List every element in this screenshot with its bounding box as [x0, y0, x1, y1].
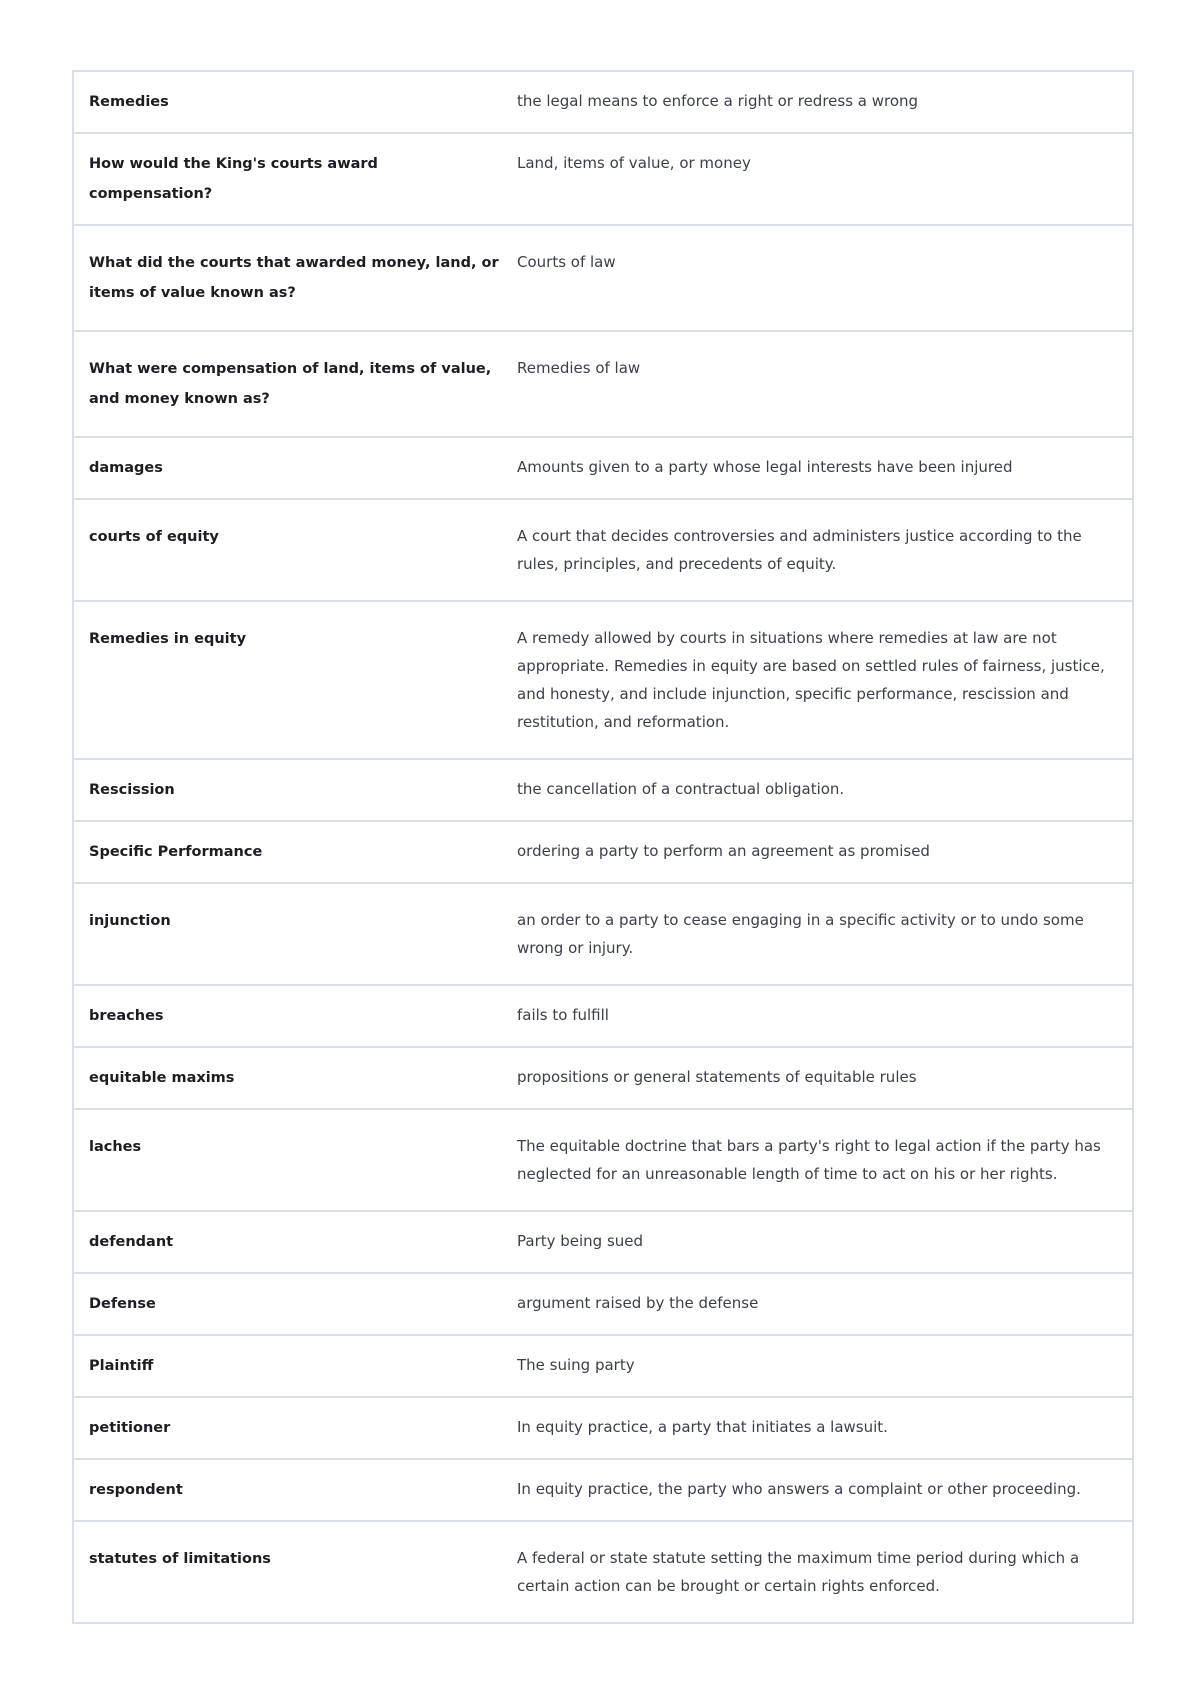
term-cell: breaches [89, 1008, 164, 1024]
table-row [74, 1460, 1132, 1522]
term-cell: statutes of limitations [89, 1551, 271, 1567]
definition-cell: A federal or state statute setting the maximum time period during which a certain action can be brought or certain rights enforced. [517, 1549, 1080, 1595]
term-cell: What did the courts that awarded money, land, or items of value known as? [89, 255, 499, 301]
term-cell: defendant [89, 1234, 174, 1250]
term-cell: damages [89, 460, 163, 476]
term-cell: Remedies [89, 94, 169, 110]
definition-cell: Remedies of law [517, 359, 641, 377]
definition-cell: Amounts given to a party whose legal interests have been injured [517, 458, 1013, 476]
term-cell: petitioner [89, 1420, 171, 1436]
table-row [74, 500, 1132, 602]
definition-cell: argument raised by the defense [517, 1294, 759, 1312]
definition-cell: Land, items of value, or money [517, 154, 751, 172]
definition-cell: The equitable doctrine that bars a party's right to legal action if the party has neglected for an unreasonable length of time to act on his or her rights. [517, 1137, 1101, 1183]
definition-cell: The suing party [517, 1356, 635, 1374]
definition-cell: In equity practice, the party who answers a complaint or other proceeding. [517, 1480, 1081, 1498]
table-row [74, 332, 1132, 438]
definition-cell: the cancellation of a contractual obligation. [517, 780, 845, 798]
definition-cell: the legal means to enforce a right or redress a wrong [517, 92, 919, 110]
definition-cell: ordering a party to perform an agreement as promised [517, 842, 930, 860]
table-row [74, 1522, 1132, 1624]
definition-cell: A remedy allowed by courts in situations where remedies at law are not appropriate. Remedies in equity are based on settled rules of fairness, justice, and honesty, and include injunction, specific performance, rescission and restitution, and reformation. [517, 629, 1105, 731]
table-row [74, 1110, 1132, 1212]
table-row [74, 1398, 1132, 1460]
term-cell: laches [89, 1139, 142, 1155]
table-row [74, 438, 1132, 500]
definition-cell: fails to fulfill [517, 1006, 609, 1024]
term-cell: Rescission [89, 782, 175, 798]
definition-cell: Party being sued [517, 1232, 644, 1250]
term-cell: injunction [89, 913, 171, 929]
flashcard-table [72, 70, 1134, 1624]
table-row [74, 1336, 1132, 1398]
term-cell: equitable maxims [89, 1070, 235, 1086]
definition-cell: propositions or general statements of equitable rules [517, 1068, 917, 1086]
term-cell: Specific Performance [89, 844, 263, 860]
term-cell: What were compensation of land, items of value, and money known as? [89, 361, 492, 407]
table-row [74, 134, 1132, 226]
table-row [74, 1212, 1132, 1274]
table-row [74, 986, 1132, 1048]
table-row [74, 72, 1132, 134]
definition-cell: an order to a party to cease engaging in a specific activity or to undo some wrong or injury. [517, 911, 1084, 957]
table-row [74, 1048, 1132, 1110]
term-cell: How would the King's courts award compensation? [89, 156, 378, 202]
table-row [74, 1274, 1132, 1336]
table-row [74, 884, 1132, 986]
table-row [74, 822, 1132, 884]
table-row [74, 226, 1132, 332]
term-cell: Defense [89, 1296, 156, 1312]
term-cell: respondent [89, 1482, 183, 1498]
term-cell: courts of equity [89, 529, 219, 545]
term-cell: Remedies in equity [89, 631, 247, 647]
definition-cell: Courts of law [517, 253, 616, 271]
definition-cell: A court that decides controversies and administers justice according to the rules, principles, and precedents of equity. [517, 527, 1082, 573]
table-row [74, 760, 1132, 822]
term-cell: Plaintiff [89, 1358, 154, 1374]
definition-cell: In equity practice, a party that initiates a lawsuit. [517, 1418, 888, 1436]
table-row [74, 602, 1132, 760]
